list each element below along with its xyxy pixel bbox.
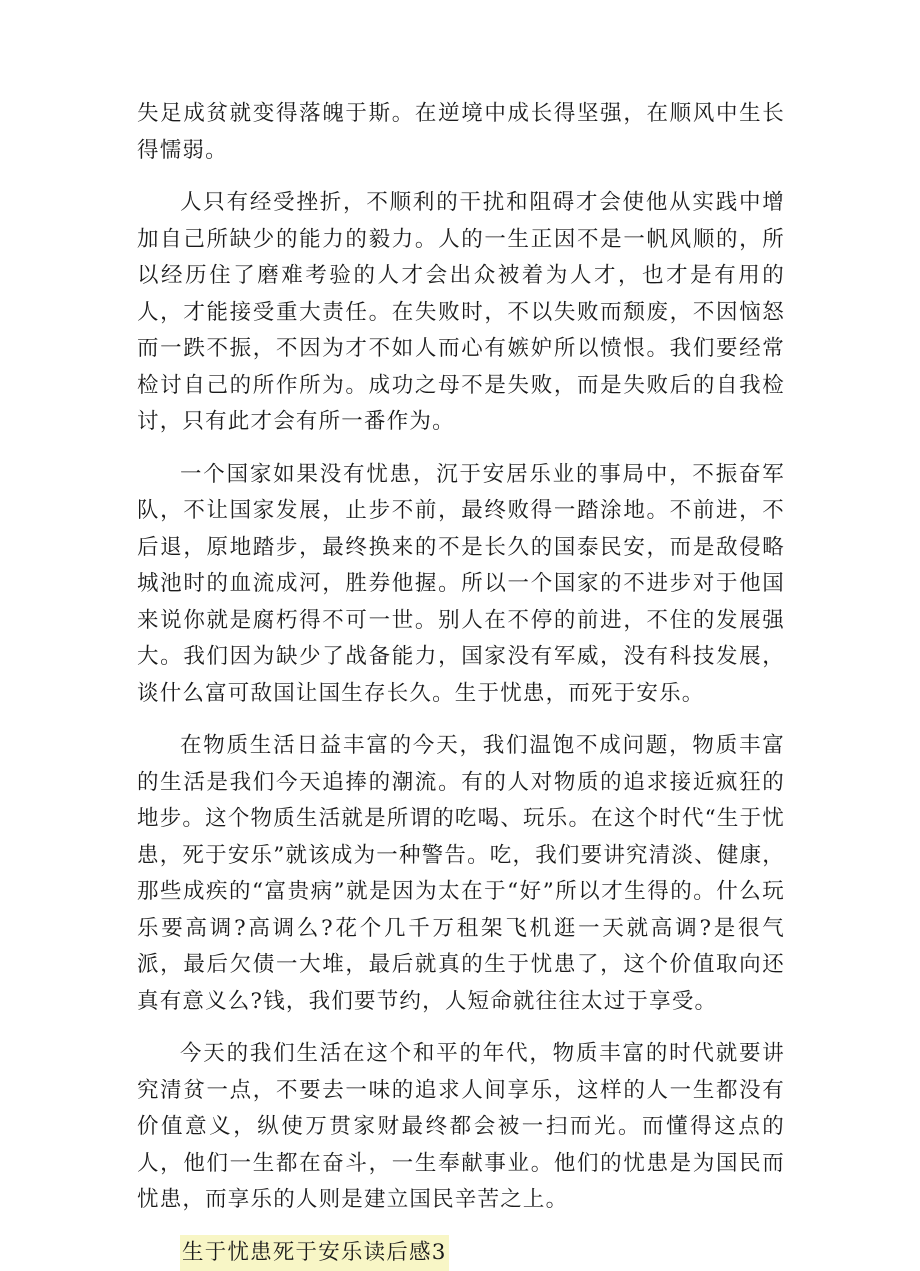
section-heading: 生于忧患死于安乐读后感3 bbox=[180, 1235, 449, 1271]
paragraph-4: 在物质生活日益丰富的今天，我们温饱不成问题，物质丰富的生活是我们今天追捧的潮流。有的人对物质的追求接近疯狂的地步。这个物质生活就是所谓的吃喝、玩乐。在这个时代“生于忧患，死于安乐”就该成为一种警告。吃，我们要讲究清淡、健康，那些成疾的“富贵病”就是因为太在于“好”所以才生得的。什么玩乐要高调?高调么?花个几千万租架飞机逛一天就高调?是很气派，最后欠债一大堆，最后就真的生于忧患了，这个价值取向还真有意义么?钱，我们要节约，人短命就往往太过于享受。 bbox=[137, 733, 785, 1014]
paragraph-5: 今天的我们生活在这个和平的年代，物质丰富的时代就要讲究清贫一点，不要去一味的追求人间享乐，这样的人一生都没有价值意义，纵使万贯家财最终都会被一扫而光。而懂得这点的人，他们一生都在奋斗，一生奉献事业。他们的忧患是为国民而忧患，而享乐的人则是建立国民辛苦之上。 bbox=[137, 1041, 785, 1212]
section-heading-line bbox=[137, 1235, 785, 1271]
paragraph-3: 一个国家如果没有忧患，沉于安居乐业的事局中，不振奋军队，不让国家发展，止步不前，最终败得一踏涂地。不前进，不后退，原地踏步，最终换来的不是长久的国泰民安，而是敌侵略城池时的血流成河，胜券他握。所以一个国家的不进步对于他国来说你就是腐朽得不可一世。别人在不停的前进，不住的发展强大。我们因为缺少了战备能力，国家没有军威，没有科技发展，谈什么富可敌国让国生存长久。生于忧患，而死于安乐。 bbox=[137, 461, 785, 706]
paragraph-1: 失足成贫就变得落魄于斯。在逆境中成长得坚强，在顺风中生长得懦弱。 bbox=[137, 101, 785, 163]
document-page bbox=[137, 96, 785, 1271]
paragraph-2: 人只有经受挫折，不顺利的干扰和阻碍才会使他从实践中增加自己所缺少的能力的毅力。人的一生正因不是一帆风顺的，所以经历住了磨难考验的人才会出众被着为人才，也才是有用的人，才能接受重大责任。在失败时，不以失败而颓废，不因恼怒而一跌不振，不因为才不如人而心有嫉妒所以愤恨。我们要经常检讨自己的所作所为。成功之母不是失败，而是失败后的自我检讨，只有此才会有所一番作为。 bbox=[137, 190, 785, 434]
